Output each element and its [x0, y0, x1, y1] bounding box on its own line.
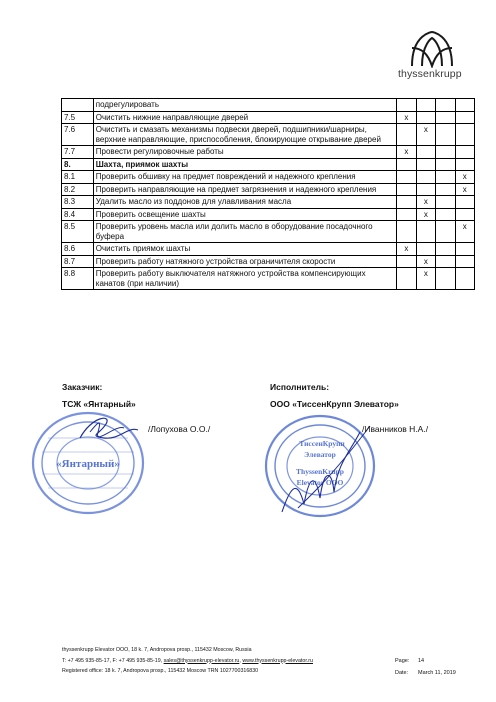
item-number: 8.: [62, 158, 94, 171]
contractor-stamp-line2: Элеватор: [304, 450, 336, 459]
item-description: Шахта, приямок шахты: [93, 158, 396, 171]
frequency-mark: [436, 183, 455, 196]
page-number-row: [395, 656, 425, 668]
table-row: [62, 268, 475, 290]
date-label: Date:: [395, 669, 409, 676]
thyssenkrupp-logo-icon: [406, 28, 458, 68]
frequency-mark: [455, 99, 474, 112]
frequency-mark: [436, 146, 455, 159]
item-number: 8.5: [62, 221, 94, 243]
frequency-mark: [455, 196, 474, 209]
frequency-mark: [455, 208, 474, 221]
item-description: Очистить и смазать механизмы подвески дверей, подшипники/шарниры, верхние направляющие, приспособления, блокирующие открывание дверей: [93, 124, 396, 146]
contractor-name: ООО «ТиссенКрупп Элеватор»: [270, 399, 399, 409]
frequency-mark: x: [397, 111, 416, 124]
page-label: Page:: [395, 658, 410, 664]
frequency-mark: x: [416, 255, 435, 268]
contractor-block: [270, 381, 399, 411]
customer-name: ТСЖ «Янтарный»: [62, 399, 136, 409]
frequency-mark: [455, 243, 474, 256]
item-number: 8.8: [62, 268, 94, 290]
contractor-label: Исполнитель:: [270, 382, 330, 392]
frequency-mark: [436, 99, 455, 112]
table-row: [62, 124, 475, 146]
frequency-mark: [397, 196, 416, 209]
frequency-mark: [455, 146, 474, 159]
frequency-mark: x: [455, 221, 474, 243]
frequency-mark: [455, 158, 474, 171]
item-number: 7.5: [62, 111, 94, 124]
frequency-mark: [416, 171, 435, 184]
item-number: 8.6: [62, 243, 94, 256]
table-row: [62, 111, 475, 124]
customer-signature: [148, 424, 210, 434]
page-footer: [62, 645, 362, 677]
customer-label: Заказчик:: [62, 382, 103, 392]
item-description: Проверить уровень масла или долить масло в оборудование посадочного буфера: [93, 221, 396, 243]
item-number: 8.1: [62, 171, 94, 184]
frequency-mark: [436, 243, 455, 256]
frequency-mark: [436, 111, 455, 124]
frequency-mark: x: [397, 243, 416, 256]
table-row: [62, 171, 475, 184]
frequency-mark: [397, 183, 416, 196]
customer-stamp-text: «Янтарный»: [56, 458, 120, 470]
frequency-mark: [416, 221, 435, 243]
frequency-mark: [416, 99, 435, 112]
item-description: Очистить приямок шахты: [93, 243, 396, 256]
item-number: 8.4: [62, 208, 94, 221]
frequency-mark: [436, 158, 455, 171]
date-row: [395, 668, 456, 680]
frequency-mark: [455, 111, 474, 124]
frequency-mark: [397, 158, 416, 171]
item-number: 8.2: [62, 183, 94, 196]
frequency-mark: x: [416, 124, 435, 146]
frequency-mark: x: [397, 146, 416, 159]
item-description: Проверить направляющие на предмет загрязнения и надежного крепления: [93, 183, 396, 196]
contractor-stamp-line1: ТиссенКрупп: [299, 439, 345, 448]
item-number: [62, 99, 94, 112]
footer-address: thyssenkrupp Elevator OOO, 18 k. 7, Andropova prosp., 115432 Moscow, Russia: [62, 647, 252, 653]
item-description: Проверить работу выключателя натяжного устройства компенсирующих канатов (при наличии): [93, 268, 396, 290]
item-description: Проверить обшивку на предмет повреждений и надежного крепления: [93, 171, 396, 184]
contractor-stamp-line3: ThyssenKrupp: [296, 467, 344, 476]
maintenance-checklist-table: [61, 98, 475, 290]
frequency-mark: [436, 221, 455, 243]
customer-block: [62, 381, 136, 411]
table-row: [62, 196, 475, 209]
table-row: [62, 221, 475, 243]
contractor-signature: [362, 424, 428, 434]
footer-contacts: T: +7 495 935-85-17, F: +7 495 935-85-19, sales@thyssenkrupp-elevator.ru, www.thyssenkrupp-elevator.ru: [62, 657, 313, 664]
frequency-mark: [436, 171, 455, 184]
table-row: [62, 243, 475, 256]
table-row: [62, 99, 475, 112]
frequency-mark: x: [416, 268, 435, 290]
frequency-mark: x: [416, 208, 435, 221]
footer-registered-office: Registered office: 18 k. 7, Andropova prosp., 115432 Moscow TRN 1027700316830: [62, 668, 259, 674]
frequency-mark: [416, 158, 435, 171]
frequency-mark: [455, 268, 474, 290]
page-number: 14: [418, 658, 425, 664]
table-row: [62, 255, 475, 268]
frequency-mark: [436, 208, 455, 221]
frequency-mark: [397, 208, 416, 221]
frequency-mark: [436, 268, 455, 290]
frequency-mark: [455, 124, 474, 146]
footer-website-link[interactable]: www.thyssenkrupp-elevator.ru: [242, 657, 313, 664]
item-number: 7.7: [62, 146, 94, 159]
frequency-mark: [436, 255, 455, 268]
item-number: 8.7: [62, 255, 94, 268]
frequency-mark: [416, 111, 435, 124]
table-row: [62, 208, 475, 221]
thyssenkrupp-logo: [398, 28, 468, 82]
item-description: подрегулировать: [93, 99, 396, 112]
item-description: Проверить освещение шахты: [93, 208, 396, 221]
frequency-mark: x: [455, 171, 474, 184]
frequency-mark: [436, 124, 455, 146]
frequency-mark: [397, 171, 416, 184]
customer-stamp: [28, 408, 148, 518]
contractor-stamp: [262, 412, 378, 520]
contractor-signatory: /Иванников Н.А./: [362, 424, 429, 434]
section-row: [62, 158, 475, 171]
table-row: [62, 183, 475, 196]
page-meta: [395, 656, 456, 679]
frequency-mark: [397, 99, 416, 112]
logo-wordmark: thyssenkrupp: [398, 68, 462, 80]
frequency-mark: [397, 221, 416, 243]
contractor-stamp-line4: Elevator ООО: [296, 478, 344, 487]
footer-email-link[interactable]: sales@thyssenkrupp-elevator.ru: [163, 657, 240, 664]
customer-signatory: /Лопухова О.О./: [148, 424, 211, 434]
item-number: 7.6: [62, 124, 94, 146]
frequency-mark: [397, 268, 416, 290]
frequency-mark: x: [455, 183, 474, 196]
frequency-mark: [397, 124, 416, 146]
frequency-mark: [436, 196, 455, 209]
item-description: Удалить масло из поддонов для улавливания масла: [93, 196, 396, 209]
date-value: March 11, 2019: [418, 669, 456, 676]
item-description: Проверить работу натяжного устройства ограничителя скорости: [93, 255, 396, 268]
item-number: 8.3: [62, 196, 94, 209]
item-description: Очистить нижние направляющие дверей: [93, 111, 396, 124]
frequency-mark: [455, 255, 474, 268]
item-description: Провести регулировочные работы: [93, 146, 396, 159]
table-row: [62, 146, 475, 159]
frequency-mark: [416, 146, 435, 159]
frequency-mark: [416, 183, 435, 196]
frequency-mark: [416, 243, 435, 256]
frequency-mark: [397, 255, 416, 268]
frequency-mark: x: [416, 196, 435, 209]
